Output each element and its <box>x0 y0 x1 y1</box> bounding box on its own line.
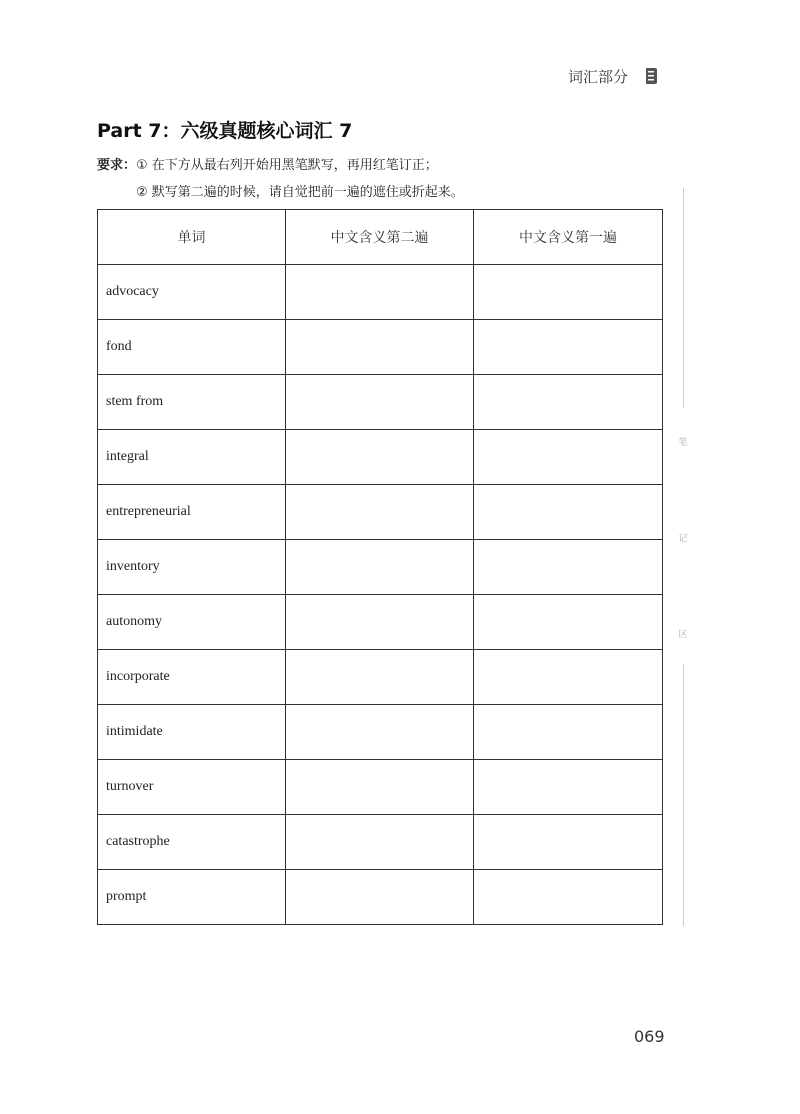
note-area-char: 区 <box>678 630 688 640</box>
meaning-second-cell[interactable] <box>286 760 474 815</box>
meaning-first-cell[interactable] <box>474 870 663 925</box>
table-row <box>98 320 663 375</box>
word-cell: prompt <box>98 870 286 925</box>
table-row <box>98 540 663 595</box>
meaning-first-cell[interactable] <box>474 595 663 650</box>
table-row <box>98 815 663 870</box>
note-area-rail-top <box>683 188 684 408</box>
meaning-first-cell[interactable] <box>474 650 663 705</box>
word-cell: integral <box>98 430 286 485</box>
bookmark-icon <box>643 66 659 86</box>
column-header-word: 单词 <box>98 210 286 265</box>
table-row <box>98 870 663 925</box>
word-cell: incorporate <box>98 650 286 705</box>
word-cell: catastrophe <box>98 815 286 870</box>
table-row <box>98 430 663 485</box>
vocabulary-table <box>97 209 663 925</box>
meaning-second-cell[interactable] <box>286 485 474 540</box>
word-cell: autonomy <box>98 595 286 650</box>
meaning-first-cell[interactable] <box>474 375 663 430</box>
requirement-line-2: ② 默写第二遍的时候，请自觉把前一遍的遮住或折起来。 <box>136 185 464 200</box>
meaning-first-cell[interactable] <box>474 320 663 375</box>
requirement-label: 要求： <box>97 158 137 173</box>
meaning-second-cell[interactable] <box>286 650 474 705</box>
meaning-second-cell[interactable] <box>286 320 474 375</box>
column-header-meaning-first: 中文含义第一遍 <box>474 210 663 265</box>
table-row <box>98 595 663 650</box>
word-cell: turnover <box>98 760 286 815</box>
table-header-row <box>98 210 663 265</box>
table-row <box>98 650 663 705</box>
word-cell: entrepreneurial <box>98 485 286 540</box>
meaning-first-cell[interactable] <box>474 705 663 760</box>
word-cell: advocacy <box>98 265 286 320</box>
requirement-text-1: ① 在下方从最右列开始用黑笔默写，再用红笔订正； <box>136 158 438 173</box>
word-cell: intimidate <box>98 705 286 760</box>
meaning-second-cell[interactable] <box>286 705 474 760</box>
meaning-first-cell[interactable] <box>474 815 663 870</box>
requirement-line-1 <box>97 154 438 173</box>
note-area-char: 记 <box>678 534 688 544</box>
header-section-title: 词汇部分 <box>567 68 628 86</box>
meaning-second-cell[interactable] <box>286 815 474 870</box>
note-area-rail-bottom <box>683 664 684 926</box>
table-row <box>98 705 663 760</box>
meaning-first-cell[interactable] <box>474 540 663 595</box>
word-cell: inventory <box>98 540 286 595</box>
column-header-meaning-second: 中文含义第二遍 <box>286 210 474 265</box>
table-row <box>98 265 663 320</box>
meaning-second-cell[interactable] <box>286 595 474 650</box>
meaning-second-cell[interactable] <box>286 540 474 595</box>
meaning-second-cell[interactable] <box>286 375 474 430</box>
table-row <box>98 485 663 540</box>
meaning-first-cell[interactable] <box>474 485 663 540</box>
meaning-first-cell[interactable] <box>474 265 663 320</box>
word-cell: fond <box>98 320 286 375</box>
page-number: 069 <box>634 1027 665 1046</box>
table-row <box>98 375 663 430</box>
meaning-second-cell[interactable] <box>286 430 474 485</box>
meaning-second-cell[interactable] <box>286 265 474 320</box>
table-row <box>98 760 663 815</box>
meaning-first-cell[interactable] <box>474 760 663 815</box>
note-area-char: 笔 <box>678 438 688 448</box>
meaning-second-cell[interactable] <box>286 870 474 925</box>
word-cell: stem from <box>98 375 286 430</box>
meaning-first-cell[interactable] <box>474 430 663 485</box>
part-title: Part 7：六级真题核心词汇 7 <box>97 120 353 142</box>
